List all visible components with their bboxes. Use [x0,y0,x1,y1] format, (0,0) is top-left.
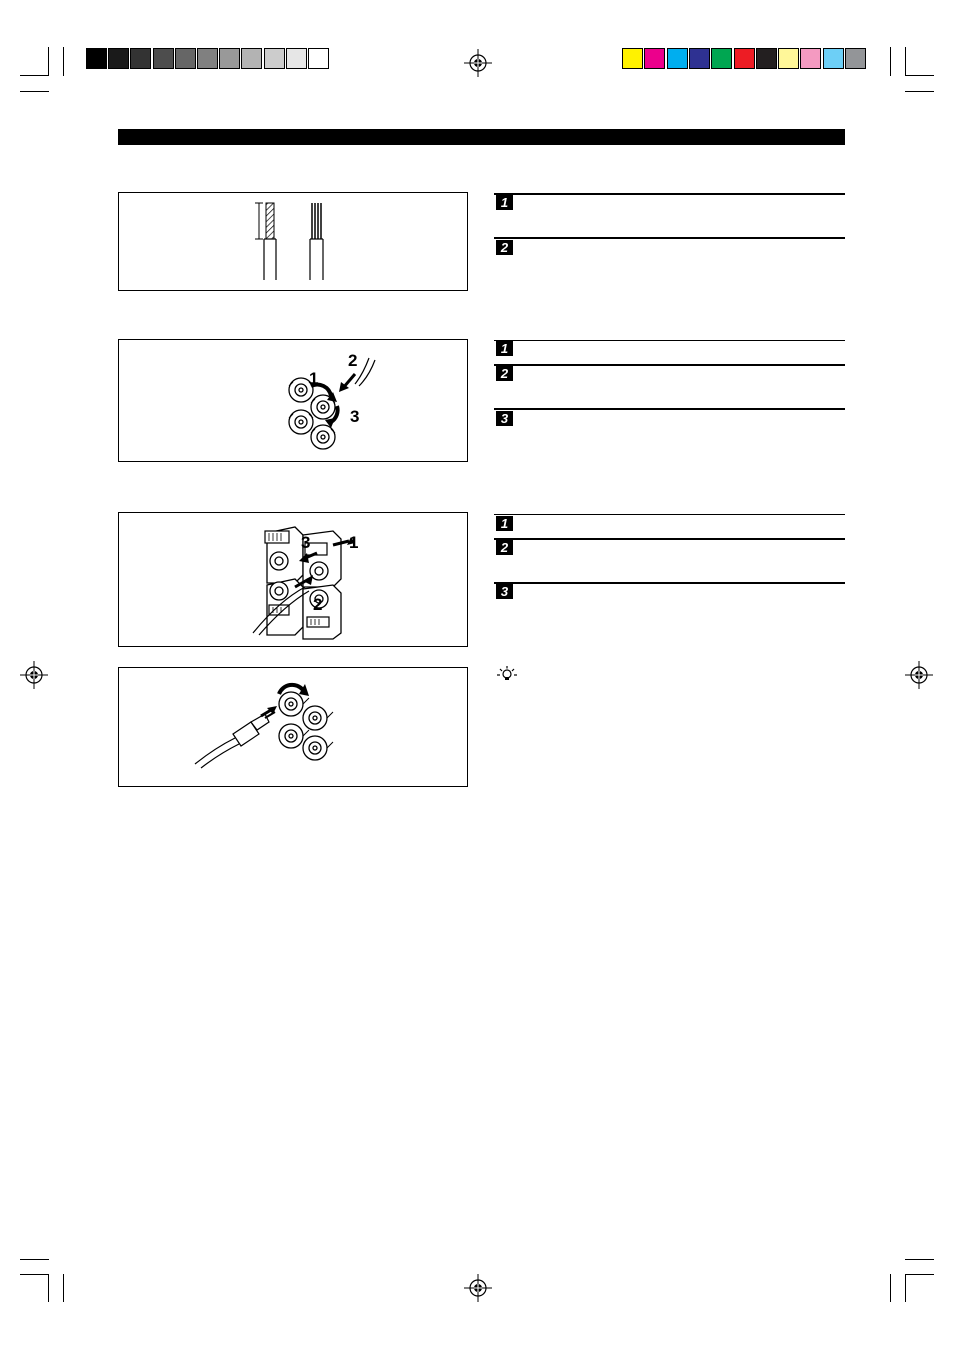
registration-mark-top [464,49,492,77]
figure-binding-posts [118,339,468,462]
step-rule [494,514,845,515]
clip-step-label-1: 1 [349,533,359,552]
color-swatch [264,48,285,69]
color-swatch [197,48,218,69]
step-number-badge: 3 [496,411,513,426]
step-rule [494,340,845,341]
figure-banana-plug [118,667,468,787]
clip-step-label-2: 2 [313,595,323,614]
step-rule [494,364,845,366]
step-label-3: 3 [350,407,360,426]
color-swatch [219,48,240,69]
color-swatch [800,48,821,69]
clip-step-label-3: 3 [301,533,311,552]
step-number-badge: 1 [496,195,513,210]
lightbulb-icon [496,666,518,682]
registration-mark-right [905,661,933,689]
color-swatch [823,48,844,69]
step-rule [494,408,845,410]
banana-plug-illustration [119,668,467,786]
spring-clip-illustration [119,513,467,646]
binding-post-illustration [119,340,467,461]
step-rule [494,582,845,584]
color-swatch [130,48,151,69]
color-swatch [711,48,732,69]
color-swatch [734,48,755,69]
step-number-badge: 3 [496,584,513,599]
color-swatch [175,48,196,69]
registration-mark-left [20,661,48,689]
color-swatch [286,48,307,69]
color-swatch [622,48,643,69]
step-label-2: 2 [348,351,358,370]
figure-spring-clips [118,512,468,647]
color-swatch [778,48,799,69]
color-swatch [667,48,688,69]
color-swatch [241,48,262,69]
step-number-badge: 2 [496,366,513,381]
color-swatch [689,48,710,69]
step-label-1: 1 [309,369,319,388]
color-swatch [308,48,329,69]
registration-mark-bottom [464,1274,492,1302]
color-swatch [108,48,129,69]
step-number-badge: 2 [496,540,513,555]
color-swatch [86,48,107,69]
section-header-bar [118,129,845,145]
color-swatch [153,48,174,69]
color-swatch [644,48,665,69]
color-swatch [845,48,866,69]
step-number-badge: 1 [496,516,513,531]
step-rule [494,193,845,195]
figure-wire-stripping [118,192,468,291]
wire-stripping-illustration [119,193,467,290]
color-swatch [756,48,777,69]
step-number-badge: 1 [496,341,513,356]
step-rule [494,237,845,239]
step-rule [494,538,845,540]
step-number-badge: 2 [496,240,513,255]
